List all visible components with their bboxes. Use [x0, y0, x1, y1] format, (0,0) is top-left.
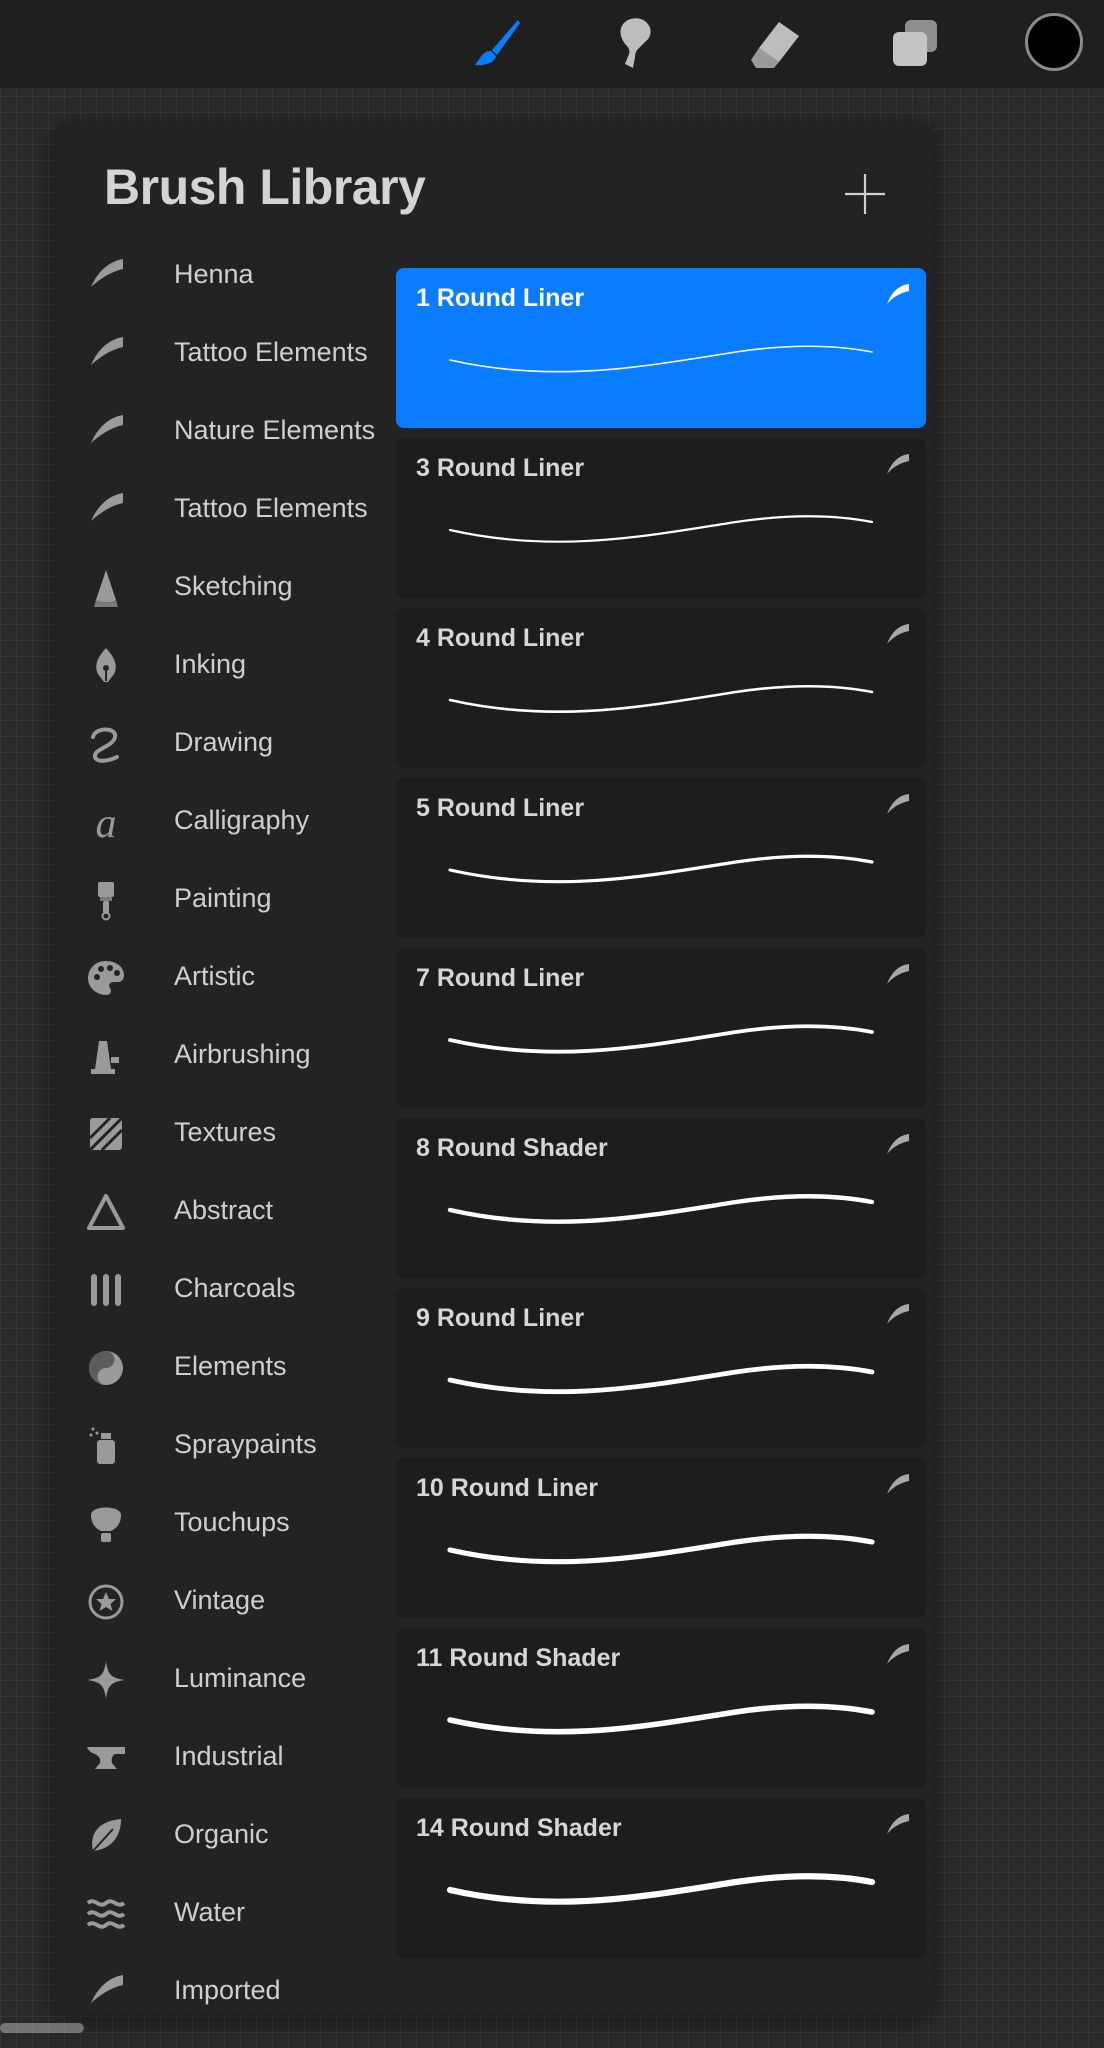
brush-type-icon: [883, 1640, 913, 1670]
brush-set-label: Vintage: [174, 1585, 266, 1615]
brush-card[interactable]: [396, 1798, 926, 1958]
brush-set-label: Calligraphy: [174, 805, 310, 835]
pencil-tip-icon: [85, 567, 127, 609]
brush-type-icon: [883, 450, 913, 480]
calligraphy-a-icon: [85, 801, 127, 843]
brush-stroke-preview: [446, 1182, 876, 1242]
brush-set-label: Sketching: [174, 571, 293, 601]
brush-set-label: Spraypaints: [174, 1429, 317, 1459]
brush-set-item[interactable]: [55, 1407, 395, 1485]
star-circle-icon: [85, 1581, 127, 1623]
brush-set-label: Tattoo Elements: [174, 337, 368, 367]
brush-type-icon: [883, 1130, 913, 1160]
brush-card[interactable]: [396, 1118, 926, 1278]
brush-stroke-icon: [85, 1971, 127, 2013]
brush-set-label: Elements: [174, 1351, 287, 1381]
brush-set-item[interactable]: [55, 1797, 395, 1875]
smudge-tool-button[interactable]: [605, 14, 665, 74]
triangle-icon: [85, 1191, 127, 1233]
brush-set-item[interactable]: [55, 1563, 395, 1641]
brush-name: 7 Round Liner: [416, 964, 585, 992]
spray-can-icon: [85, 1425, 127, 1467]
brush-set-item[interactable]: [55, 1329, 395, 1407]
brush-set-item[interactable]: [55, 627, 395, 705]
pen-nib-icon: [85, 645, 127, 687]
brush-set-item[interactable]: [55, 705, 395, 783]
layers-icon: [885, 14, 945, 74]
brush-type-icon: [883, 1300, 913, 1330]
brush-type-icon: [883, 280, 913, 310]
brush-set-item[interactable]: [55, 783, 395, 861]
anvil-icon: [85, 1737, 127, 1779]
brush-name: 5 Round Liner: [416, 794, 585, 822]
brush-set-list[interactable]: [55, 256, 395, 2015]
brush-card[interactable]: [396, 1288, 926, 1448]
brush-set-item[interactable]: [55, 315, 395, 393]
brush-name: 8 Round Shader: [416, 1134, 608, 1162]
panel-title: Brush Library: [104, 159, 426, 215]
brush-stroke-icon: [85, 333, 127, 375]
eraser-tool-button[interactable]: [745, 14, 805, 74]
brush-set-label: Airbrushing: [174, 1039, 311, 1069]
sparkle-icon: [85, 1659, 127, 1701]
brush-stroke-preview: [446, 1862, 876, 1922]
brush-card[interactable]: [396, 268, 926, 428]
brush-name: 4 Round Liner: [416, 624, 585, 652]
waves-icon: [85, 1893, 127, 1935]
brush-set-label: Textures: [174, 1117, 277, 1147]
brush-card[interactable]: [396, 1458, 926, 1618]
brush-set-label: Painting: [174, 883, 272, 913]
brush-set-label: Tattoo Elements: [174, 493, 368, 523]
plus-icon: [833, 162, 897, 226]
airbrush-icon: [85, 1035, 127, 1077]
brush-name: 1 Round Liner: [416, 284, 585, 312]
brush-set-item[interactable]: [55, 861, 395, 939]
brush-card[interactable]: [396, 1628, 926, 1788]
brush-set-item[interactable]: [55, 1251, 395, 1329]
brush-name: 11 Round Shader: [416, 1644, 621, 1672]
brush-list[interactable]: [396, 268, 926, 1968]
brush-set-item[interactable]: [55, 1095, 395, 1173]
brush-set-label: Inking: [174, 649, 247, 679]
smudge-icon: [605, 14, 665, 74]
texture-icon: [85, 1113, 127, 1155]
leaf-icon: [85, 1815, 127, 1857]
brush-set-label: Charcoals: [174, 1273, 296, 1303]
brush-stroke-preview: [446, 1522, 876, 1582]
brush-set-item[interactable]: [55, 939, 395, 1017]
brush-stroke-icon: [85, 411, 127, 453]
color-picker-button[interactable]: [1025, 13, 1083, 71]
brush-stroke-preview: [446, 842, 876, 902]
brush-icon: [466, 14, 526, 74]
brush-stroke-preview: [446, 1012, 876, 1072]
brush-name: 10 Round Liner: [416, 1474, 598, 1502]
brush-set-label: Artistic: [174, 961, 255, 991]
brush-set-item[interactable]: [55, 1875, 395, 1953]
brush-set-label: Industrial: [174, 1741, 284, 1771]
brush-card[interactable]: [396, 948, 926, 1108]
brush-tool-button[interactable]: [466, 14, 526, 74]
brush-set-label: Abstract: [174, 1195, 274, 1225]
brush-type-icon: [883, 790, 913, 820]
brush-card[interactable]: [396, 778, 926, 938]
brush-set-label: Nature Elements: [174, 415, 376, 445]
brush-set-item[interactable]: [55, 549, 395, 627]
brush-set-item[interactable]: [55, 1017, 395, 1095]
brush-set-label: Organic: [174, 1819, 269, 1849]
brush-stroke-preview: [446, 672, 876, 732]
brush-set-label: Luminance: [174, 1663, 307, 1693]
brush-set-label: Drawing: [174, 727, 274, 757]
charcoal-icon: [85, 1269, 127, 1311]
brush-set-label: Touchups: [174, 1507, 290, 1537]
brush-stroke-preview: [446, 332, 876, 392]
add-brush-set-button[interactable]: [833, 162, 897, 226]
brush-name: 9 Round Liner: [416, 1304, 585, 1332]
svg-text:a: a: [95, 801, 117, 843]
yin-yang-icon: [85, 1347, 127, 1389]
brush-set-item[interactable]: [55, 1173, 395, 1251]
palette-icon: [85, 957, 127, 999]
brush-set-label: Water: [174, 1897, 246, 1927]
brush-name: 3 Round Liner: [416, 454, 585, 482]
brush-set-label: Henna: [174, 259, 254, 289]
makeup-brush-icon: [85, 1503, 127, 1545]
scroll-indicator: [0, 2023, 84, 2033]
brush-type-icon: [883, 620, 913, 650]
top-toolbar: [0, 0, 1104, 88]
brush-name: 14 Round Shader: [416, 1814, 622, 1842]
brush-type-icon: [883, 1810, 913, 1840]
brush-set-item[interactable]: [55, 471, 395, 549]
brush-set-item[interactable]: [55, 1485, 395, 1563]
eraser-icon: [745, 14, 805, 74]
brush-card[interactable]: [396, 438, 926, 598]
paintbrush-icon: [85, 879, 127, 921]
brush-stroke-icon: [85, 256, 127, 297]
brush-stroke-preview: [446, 1352, 876, 1412]
brush-set-label: Imported: [174, 1975, 281, 2005]
brush-set-item[interactable]: [55, 256, 395, 315]
brush-set-item[interactable]: [55, 1953, 395, 2015]
brush-type-icon: [883, 1470, 913, 1500]
brush-stroke-preview: [446, 1692, 876, 1752]
brush-set-item[interactable]: [55, 1719, 395, 1797]
brush-set-item[interactable]: [55, 393, 395, 471]
brush-card[interactable]: [396, 608, 926, 768]
brush-stroke-icon: [85, 489, 127, 531]
brush-type-icon: [883, 960, 913, 990]
squiggle-icon: [85, 723, 127, 765]
layers-tool-button[interactable]: [885, 14, 945, 74]
brush-stroke-preview: [446, 502, 876, 562]
brush-set-item[interactable]: [55, 1641, 395, 1719]
brush-library-panel: [55, 122, 933, 2015]
